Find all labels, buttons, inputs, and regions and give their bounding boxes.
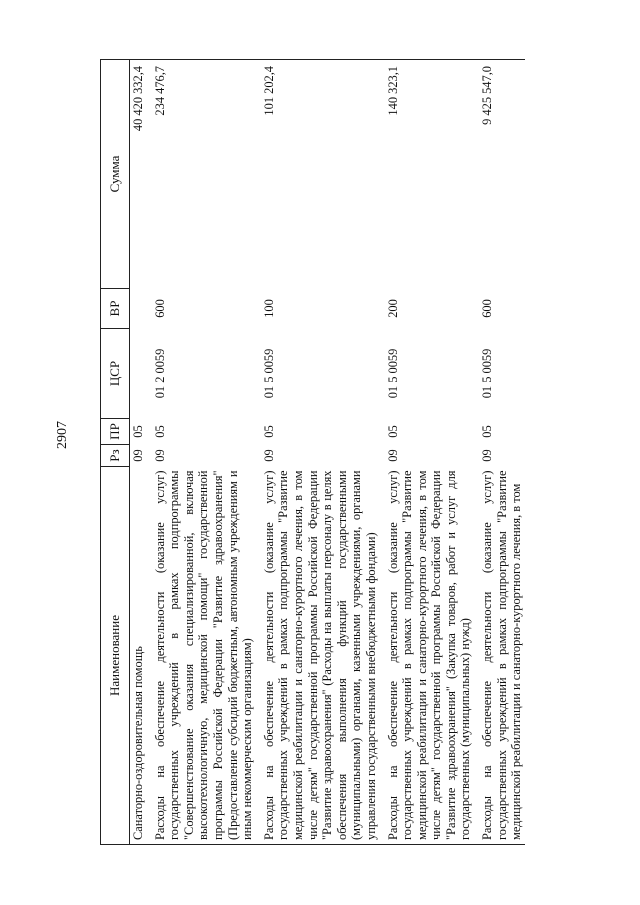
row-rz: 09 [152, 449, 167, 462]
row-sum: 9 425 547,0 [479, 60, 525, 289]
row-csr: 01 2 0059 [152, 348, 167, 399]
row-name: Расходы на обеспечение деятельности (оказание услуг) государственных учреждений в рамках подпрограммы "Развитие медицинской реабилитации и санаторно-курортного лечения, в том числе детям" государственной программы Российской Федерации "Развитие здравоохранения" (Закупка товаров, работ и услуг для государственных (муниципальных) нужд) [385, 467, 475, 845]
row-rz: 09 [480, 449, 495, 462]
row-rz: 09 [385, 449, 400, 462]
row-name: Санаторно-оздоровительная помощь [130, 467, 147, 845]
row-rz: 09 [261, 449, 276, 462]
budget-table [100, 59, 525, 845]
row-vr: 600 [152, 299, 167, 318]
row-pr: 05 [152, 425, 167, 438]
table-header-row [101, 60, 130, 845]
row-name: Расходы на обеспечение деятельности (оказание услуг) государственных учреждений в рамках подпрограммы "Развитие медицинской реабилитации и санаторно-курортного лечения, в том числе детям" государственной программы Российской Федерации "Развитие здравоохранения" (Расходы на выплаты персоналу в целях обеспечения выполнения функций государственными (муниципальными) органами, казенными учреждениями, органами управления государственными внебюджетными фондами) [261, 467, 380, 845]
row-pr: 05 [131, 425, 145, 438]
table-row [152, 60, 256, 845]
header-csr: ЦСР [101, 329, 130, 419]
row-pr: 05 [261, 425, 276, 438]
row-csr: 01 5 0059 [261, 348, 276, 399]
row-name: Расходы на обеспечение деятельности (оказание услуг) государственных учреждений в рамках подпрограммы "Совершенствование оказания специализированной, включая высокотехнологичную, медицинской помощи" государственной программы Российской Федерации "Развитие здравоохранения" (Предоставление субсидий бюджетным, автономным учреждениям и иным некоммерческим организациям) [152, 467, 256, 845]
table-row [385, 60, 475, 845]
row-sum: 140 323,1 [385, 60, 475, 289]
row-csr: 01 5 0059 [480, 348, 495, 399]
row-pr: 05 [480, 425, 495, 438]
row-csr [130, 329, 147, 419]
rotated-page-content [100, 60, 555, 845]
header-sum: Сумма [101, 60, 130, 289]
row-csr: 01 5 0059 [385, 348, 400, 399]
header-name: Наименование [101, 467, 130, 845]
row-sum: 234 476,7 [152, 60, 256, 289]
header-vr: ВР [101, 289, 130, 329]
row-vr: 100 [261, 299, 276, 318]
row-sum: 101 202,4 [261, 60, 380, 289]
row-name: Расходы на обеспечение деятельности (оказание услуг) государственных учреждений в рамках подпрограммы "Развитие медицинской реабилитации и санаторно-курортного лечения, в том [479, 467, 525, 845]
header-rz: Рз [101, 445, 130, 467]
table-row [261, 60, 380, 845]
page-number: 2907 [55, 421, 70, 449]
table-row [479, 60, 525, 845]
row-vr: 600 [480, 299, 495, 318]
table-row [130, 60, 147, 845]
row-sum: 40 420 332,4 [130, 60, 147, 289]
header-pr: ПР [101, 419, 130, 445]
row-vr [130, 289, 147, 329]
row-rz: 09 [131, 449, 145, 462]
row-pr: 05 [385, 425, 400, 438]
row-vr: 200 [385, 299, 400, 318]
